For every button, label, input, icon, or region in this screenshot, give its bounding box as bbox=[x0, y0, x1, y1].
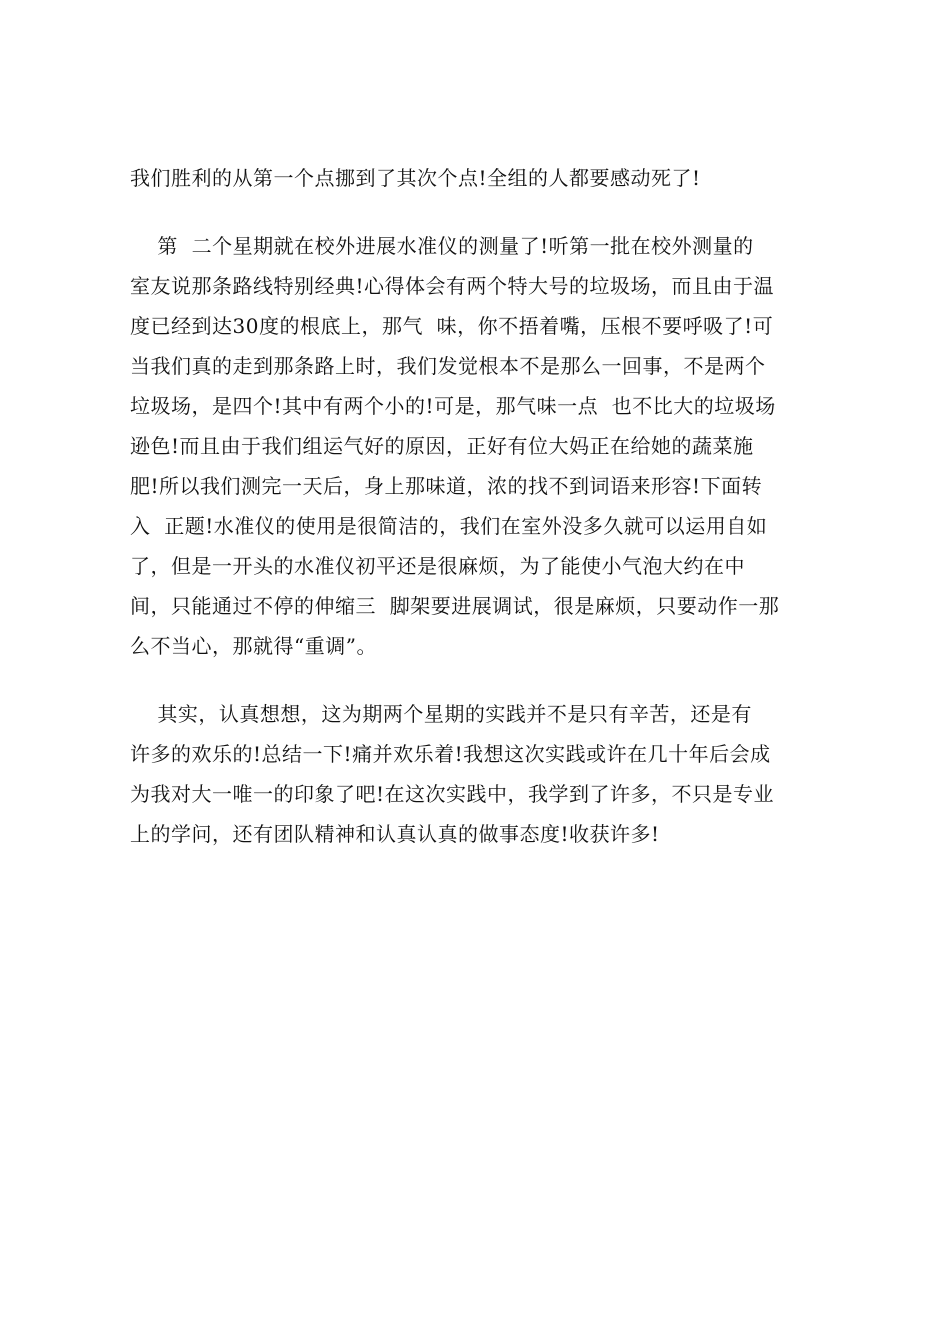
text-line: 么不当心，那就得“重调”。 bbox=[130, 634, 377, 658]
text-line: 许多的欢乐的!总结一下!痛并欢乐着!我想这次实践或许在几十年后会成 bbox=[130, 742, 771, 766]
paragraph-3 bbox=[130, 694, 830, 854]
text-line: 我们胜利的从第一个点挪到了其次个点!全组的人都要感动死了! bbox=[130, 166, 701, 190]
text-line: 了，但是一开头的水准仪初平还是很麻烦，为了能使小气泡大约在中 bbox=[130, 554, 745, 578]
text-line: 垃圾场，是四个!其中有两个小的!可是，那气味一点 也不比大的垃圾场 bbox=[130, 394, 776, 418]
text-line: 其实，认真想想，这为期两个星期的实践并不是只有辛苦，还是有 bbox=[130, 702, 752, 726]
text-line: 肥!所以我们测完一天后，身上那味道，浓的找不到词语来形容!下面转 bbox=[130, 474, 763, 498]
text-line: 度已经到达30度的根底上，那气 味，你不捂着嘴，压根不要呼吸了!可 bbox=[130, 314, 774, 338]
text-line: 上的学问，还有团队精神和认真认真的做事态度!收获许多! bbox=[130, 822, 660, 846]
paragraph-2 bbox=[130, 226, 830, 666]
text-line: 入 正题!水准仪的使用是很简洁的，我们在室外没多久就可以运用自如 bbox=[130, 514, 768, 538]
document-body bbox=[130, 158, 830, 854]
text-line: 当我们真的走到那条路上时，我们发觉根本不是那么一回事，不是两个 bbox=[130, 354, 766, 378]
text-line: 第 二个星期就在校外进展水准仪的测量了!听第一批在校外测量的 bbox=[130, 234, 754, 258]
text-line: 逊色!而且由于我们组运气好的原因，正好有位大妈正在给她的蔬菜施 bbox=[130, 434, 754, 458]
paragraph-1 bbox=[130, 158, 830, 198]
paragraph-spacing bbox=[130, 666, 830, 694]
text-line: 室友说那条路线特别经典!心得体会有两个特大号的垃圾场，而且由于温 bbox=[130, 274, 775, 298]
text-line: 为我对大一唯一的印象了吧!在这次实践中，我学到了许多，不只是专业 bbox=[130, 782, 775, 806]
text-line: 间，只能通过不停的伸缩三 脚架要进展调试，很是麻烦，只要动作一那 bbox=[130, 594, 780, 618]
paragraph-spacing bbox=[130, 198, 830, 226]
